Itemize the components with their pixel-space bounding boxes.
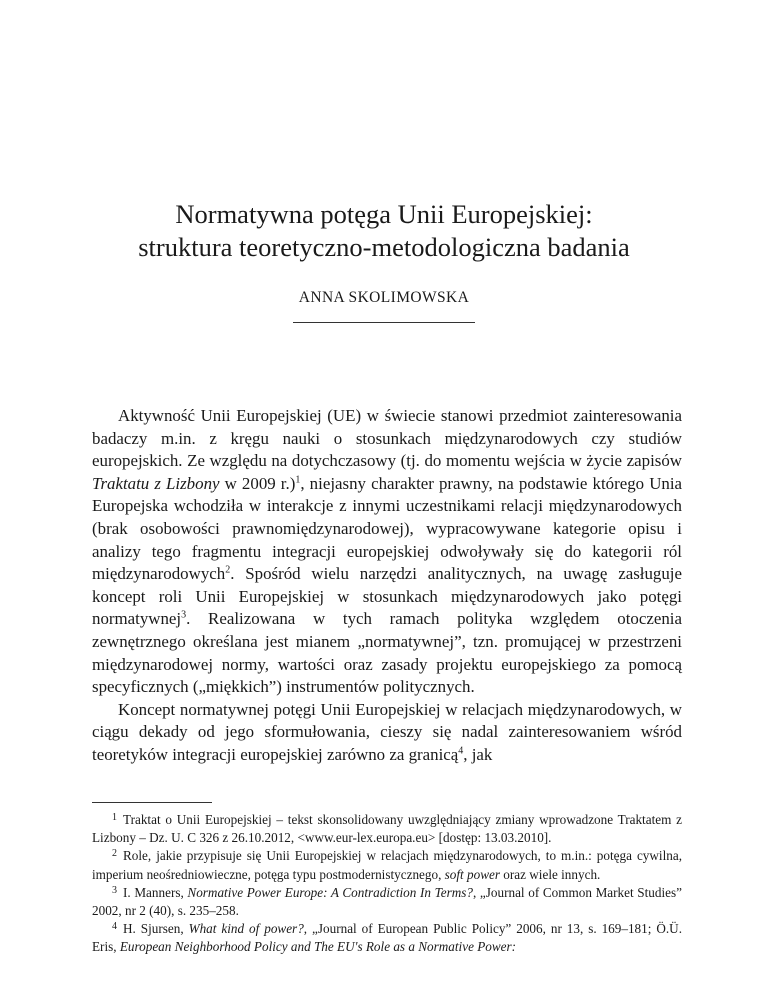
footnote-italic: soft power (444, 866, 500, 882)
title-line-1: Normatywna potęga Unii Europejskiej: (175, 199, 593, 229)
title-line-2: struktura teoretyczno-metodologiczna badania (138, 232, 630, 262)
footnote-4 (92, 920, 682, 956)
footnote-text-end: oraz wiele innych. (500, 866, 601, 882)
footnote-ref-1[interactable]: 1 (295, 474, 301, 486)
p1-italic-title: Traktatu z Lizbony (92, 473, 220, 493)
footnote-author: H. Sjursen, (123, 921, 189, 937)
author-name: ANNA SKOLIMOWSKA (298, 289, 470, 306)
p1-text-a: Aktywność Unii Europejskiej (UE) w świecie stanowi przedmiot zainteresowania badaczy m.in. z kręgu nauki o stosunkach międzynarodowych czy studiów europejskich. Ze względu na dotychczasowy (tj. do momentu wejścia w życie zapisów (92, 406, 682, 471)
footnote-text: Role, jakie przypisuje się Unii Europejskiej w relacjach międzynarodowych, to m.in.: potęga cywilna, imperium neośredniowieczne, potęga typu postmodernistycznego, (92, 848, 682, 882)
footnote-divider (92, 802, 212, 803)
footnote-italic: What kind of power? (188, 921, 304, 937)
footnote-number: 2 (112, 848, 117, 860)
footnote-number: 4 (112, 921, 117, 933)
paragraph-2 (92, 699, 682, 767)
footnote-italic-2: European Neighborhood Policy and The EU's Role as a Normative Power: (119, 939, 517, 955)
p1-text-b: w 2009 r.) (219, 473, 296, 493)
p1-text-d: . Spośród wielu narzędzi analitycznych, na uwagę zasługuje koncept roli Unii Europejskiej w stosunkach międzynarodowych jako potęgi normatywnej (92, 564, 682, 629)
footnote-number: 1 (112, 812, 117, 823)
footnotes (92, 811, 682, 957)
author-divider (293, 322, 475, 323)
footnote-ref-2[interactable]: 2 (225, 564, 231, 576)
paragraph-1 (92, 405, 682, 699)
article-title (0, 198, 768, 264)
footnote-italic: Normative Power Europe: A Contradiction In Terms? (187, 884, 473, 900)
footnote-ref-3[interactable]: 3 (181, 609, 187, 621)
p2-text-a: Koncept normatywnej potęgi Unii Europejskiej w relacjach międzynarodowych, w ciągu dekady od jego sformułowania, cieszy się nadal zainteresowaniem wśród teoretyków integracji europejskiej zarówno za granicą (92, 699, 682, 764)
footnote-1 (92, 811, 682, 847)
p1-text-e: . Realizowana w tych ramach polityka względem otoczenia zewnętrznego określana jest mianem „normatywnej”, tzn. promującej w przestrzeni międzynarodowej normy, wartości oraz zasady projektu europejskiego za pomocą specyficznych („miękkich”) instrumentów politycznych. (92, 609, 682, 697)
footnote-text-mid: , „Journal of European Public Policy” 2006, nr 13, s. 169–181; Ö.Ü. Eris, (92, 921, 682, 955)
p2-text-b: , jak (463, 744, 493, 764)
footnote-3 (92, 884, 682, 920)
footnote-2 (92, 847, 682, 883)
footnote-author: I. Manners, (123, 884, 188, 900)
footnote-text: Traktat o Unii Europejskiej – tekst skonsolidowany uwzględniający zmiany wprowadzone Traktatem z Lizbony – Dz. U. C 326 z 26.10.2012, <www.eur-lex.europa.eu> [dostęp: 13.03.2010]. (92, 812, 682, 846)
footnote-ref-4[interactable]: 4 (458, 745, 464, 757)
footnote-text-end: , „Journal of Common Market Studies” 2002, nr 2 (40), s. 235–258. (92, 884, 682, 919)
body-text (92, 405, 682, 767)
footnote-number: 3 (112, 884, 117, 896)
p1-text-c: , niejasny charakter prawny, na podstawie którego Unia Europejska wchodziła w interakcje z innymi uczestnikami relacji międzynarodowych (brak osobowości prawnomiędzynarodowej), wypracowywane kategorie opisu i analizy tego fragmentu integracji europejskiej odwoływały się do kategorii ról międzynarodowych (92, 473, 683, 584)
